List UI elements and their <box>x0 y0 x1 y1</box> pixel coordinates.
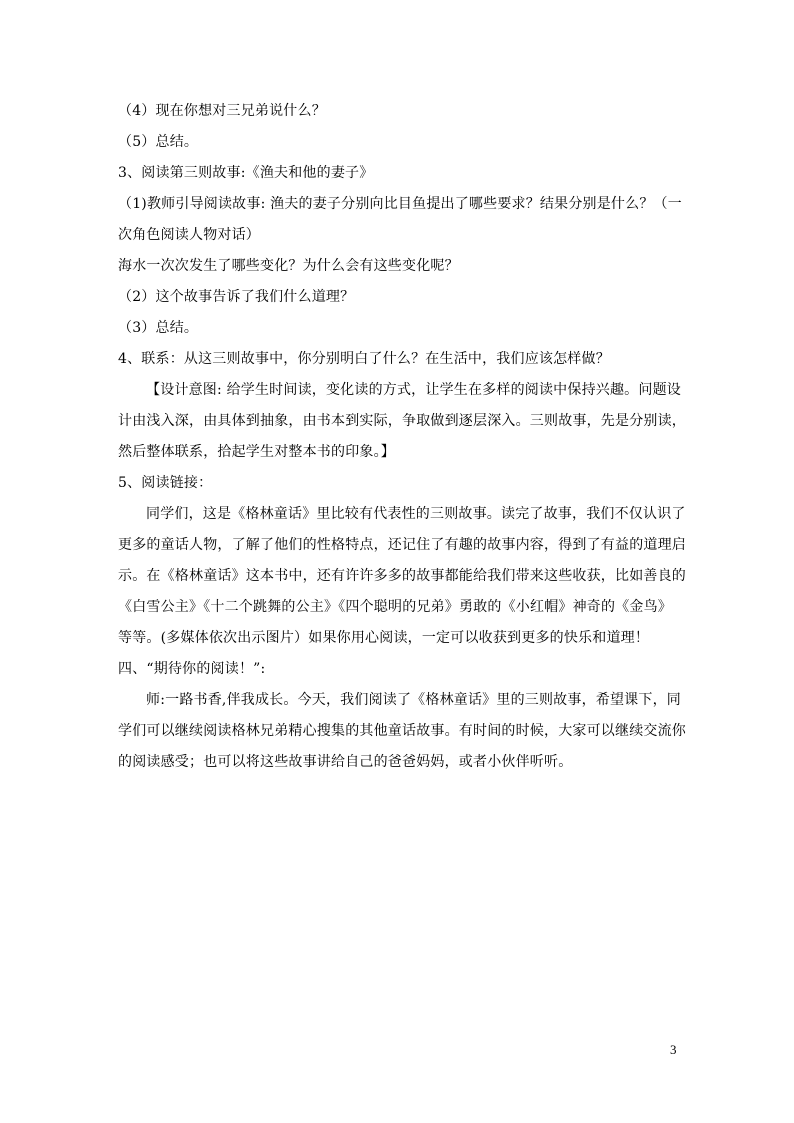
design-intent-line-3: 然后整体联系，拾起学生对整本书的印象。】 <box>118 444 395 460</box>
reading-link-line-4: 《白雪公主》《十二个跳舞的公主》《四个聪明的兄弟》勇敢的《小红帽》神奇的《金鸟》 <box>118 599 672 615</box>
section-4-connection: 4、联系：从这三则故事中，你分别明白了什么？在生活中，我们应该怎样做？ <box>118 351 610 367</box>
reading-link-line-5: 等等。(多媒体依次出示图片）如果你用心阅读，一定可以收获到更多的快乐和道理！ <box>118 630 650 646</box>
item-4-question: （4）现在你想对三兄弟说什么？ <box>118 103 326 119</box>
design-intent-line-2: 计由浅入深，由具体到抽象，由书本到实际，争取做到逐层深入。三则故事，先是分别读， <box>118 413 686 429</box>
document-body <box>118 96 686 778</box>
reading-link-line-3: 示。在《格林童话》这本书中，还有许许多多的故事都能给我们带来这些收获，比如善良的 <box>118 568 686 584</box>
reading-link-line-2: 更多的童话人物，了解了他们的性格特点，还记住了有趣的故事内容，得到了有益的道理启 <box>118 537 686 553</box>
item-5-summary: （5）总结。 <box>118 134 199 150</box>
closing-line-1: 师:一路书香,伴我成长。今天，我们阅读了《格林童话》里的三则故事，希望课下，同 <box>146 692 681 708</box>
section-four-heading: 四、“期待你的阅读！”: <box>118 661 266 677</box>
page-number: 3 <box>670 1042 677 1057</box>
reading-link-line-1: 同学们，这是《格林童话》里比较有代表性的三则故事。读完了故事，我们不仅认识了 <box>146 506 686 522</box>
closing-line-2: 学们可以继续阅读格林兄弟精心搜集的其他童话故事。有时间的时候，大家可以继续交流你 <box>118 723 686 739</box>
item-1-guide-line-1: （1)教师引导阅读故事: 渔夫的妻子分别向比目鱼提出了哪些要求？结果分别是什么？（一 <box>118 196 682 212</box>
section-3-heading: 3、阅读第三则故事:《渔夫和他的妻子》 <box>118 165 374 181</box>
item-2-lesson-question: （2）这个故事告诉了我们什么道理？ <box>118 289 355 305</box>
item-3-summary: （3）总结。 <box>118 320 199 336</box>
sea-change-question: 海水一次次发生了哪些变化？为什么会有这些变化呢？ <box>118 258 459 274</box>
design-intent-line-1: 【设计意图: 给学生时间读，变化读的方式，让学生在多样的阅读中保持兴趣。问题设 <box>146 382 681 398</box>
item-1-guide-line-2: 次角色阅读人物对话） <box>118 227 260 243</box>
closing-line-3: 的阅读感受；也可以将这些故事讲给自己的爸爸妈妈，或者小伙伴听听。 <box>118 754 573 770</box>
section-5-heading: 5、阅读链接： <box>118 475 213 491</box>
